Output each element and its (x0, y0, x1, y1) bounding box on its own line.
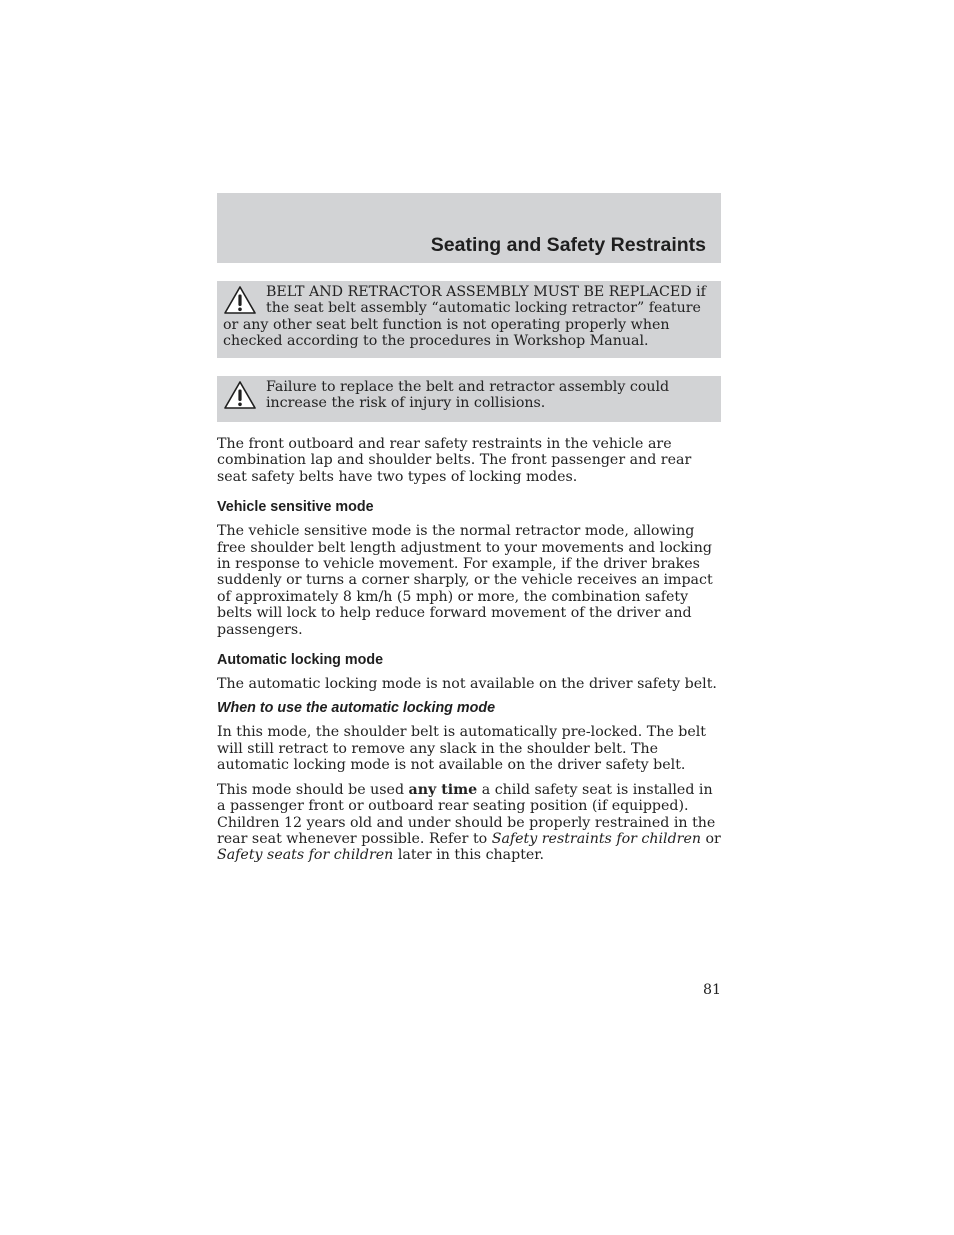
automatic-locking-paragraph: The automatic locking mode is not available on the driver safety belt. (217, 676, 717, 693)
text-run: later in this chapter. (393, 847, 545, 864)
subsection-heading-when-to-use: When to use the automatic locking mode (217, 700, 496, 717)
warning-triangle-icon (223, 285, 257, 315)
main-content (217, 436, 721, 872)
warning-text: Failure to replace the belt and retractor assembly could increase the risk of injury in collisions. (266, 379, 670, 412)
text-run: or (700, 830, 721, 847)
emphasis-any-time: any time (408, 781, 478, 798)
when-to-use-paragraph: In this mode, the shoulder belt is automatically pre-locked. The belt will still retract to remove any slack in the shoulder belt. The automatic locking mode is not available on the driver safety belt. (217, 724, 707, 774)
reference-safety-restraints-for-children: Safety restraints for children (491, 830, 701, 847)
warning-box-replace-assembly (217, 281, 721, 358)
page-number: 81 (702, 982, 721, 998)
page-header (217, 193, 721, 263)
vehicle-sensitive-paragraph: The vehicle sensitive mode is the normal retractor mode, allowing free shoulder belt length adjustment to your movements and locking in response to vehicle movement. For example, if the driver brakes suddenly or turns a corner sharply, or the vehicle receives an impact of approximately 8 km/h (5 mph) or more, the combination safety belts will lock to help reduce forward movement of the driver and passengers. (217, 523, 713, 638)
section-heading-vehicle-sensitive: Vehicle sensitive mode (217, 499, 374, 516)
reference-safety-seats-for-children: Safety seats for children (217, 847, 394, 864)
text-run: This mode should be used (217, 781, 409, 798)
warning-text: BELT AND RETRACTOR ASSEMBLY MUST BE REPLACED if the seat belt assembly “automatic locking retractor” feature or any other seat belt function is not operating properly when checked according to the procedures in Workshop Manual. (223, 284, 706, 350)
warning-triangle-icon (223, 380, 257, 410)
text-run: a child safety seat is installed in a passenger front or outboard rear seating position (if equipped). Children 12 years old and under should be properly restrained in the rear seat whenever possible. Refer to (217, 781, 716, 847)
intro-paragraph: The front outboard and rear safety restraints in the vehicle are combination lap and shoulder belts. The front passenger and rear seat safety belts have two types of locking modes. (217, 436, 692, 485)
child-seat-paragraph (217, 782, 721, 864)
warning-box-injury-risk (217, 376, 721, 422)
section-heading-automatic-locking: Automatic locking mode (217, 652, 384, 669)
page-title: Seating and Safety Restraints (430, 234, 706, 256)
